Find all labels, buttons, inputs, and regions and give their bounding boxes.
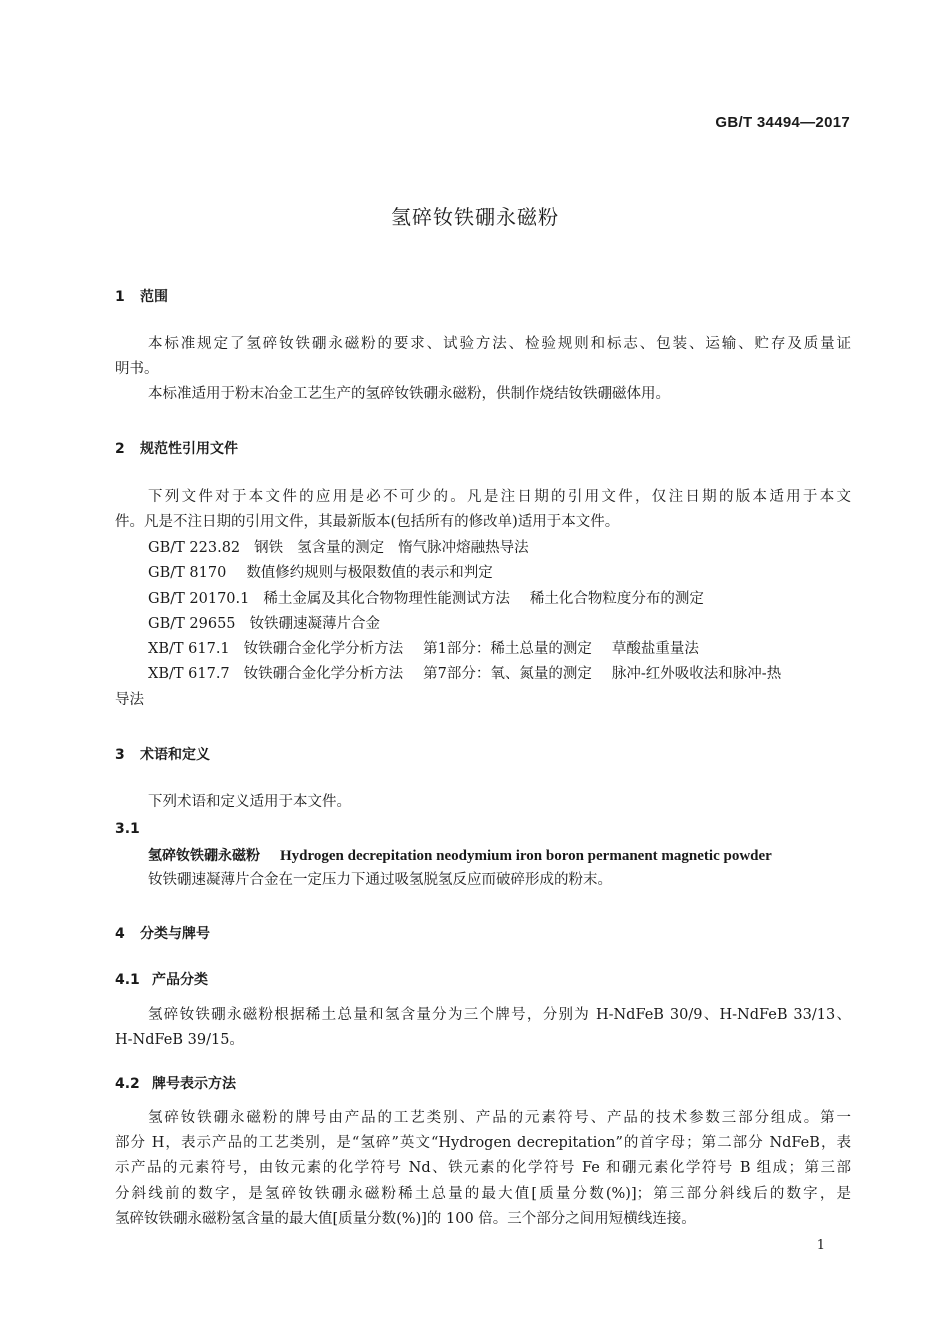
reference-title: 钕铁硼速凝薄片合金 [249, 616, 381, 632]
reference-code: GB/T 223.82 [148, 540, 241, 556]
paragraph-line: H-NdFeB 39/15。 [115, 1032, 244, 1049]
paragraph-line: 示产品的元素符号，由钕元素的化学符号 Nd、铁元素的化学符号 Fe 和硼元素化学符号 B 组成；第三部 [115, 1160, 851, 1177]
paragraph-line: 氢碎钕铁硼永磁粉氢含量的最大值[质量分数(%)]的 100 倍。三个部分之间用短横线连接。 [115, 1210, 696, 1227]
reference-title-part: 氢含量的测定 [297, 540, 385, 556]
section-title: 牌号表示方法 [152, 1076, 236, 1092]
paragraph-line: 部分 H，表示产品的工艺类别，是“氢碎”英文“Hydrogen decrepitation”的首字母；第二部分 NdFeB，表 [115, 1135, 851, 1152]
section-1-heading [115, 286, 168, 306]
paragraph-line: 本标准规定了氢碎钕铁硼永磁粉的要求、试验方法、检验规则和标志、包装、运输、贮存及质量证 [148, 336, 851, 352]
term-chinese: 氢碎钕铁硼永磁粉 [148, 848, 260, 864]
reference-continuation: 导法 [115, 692, 144, 708]
section-number: 4.2 [115, 1076, 140, 1092]
term-english: Hydrogen decrepitation neodymium iron boron permanent magnetic powder [280, 848, 772, 864]
reference-title-part: 第1部分：稀土总量的测定 [423, 641, 592, 657]
section-title: 规范性引用文件 [140, 441, 238, 457]
section-4-1-heading [115, 969, 208, 989]
reference-item [148, 662, 781, 687]
paragraph-line: 下列文件对于本文件的应用是必不可少的。凡是注日期的引用文件，仅注日期的版本适用于本文 [148, 489, 851, 505]
reference-code: XB/T 617.1 [148, 641, 230, 657]
reference-title-part: 惰气脉冲熔融热导法 [398, 540, 529, 556]
reference-item [148, 612, 380, 637]
reference-title: 钕铁硼合金化学分析方法 [243, 641, 404, 657]
reference-title-part: 稀土化合物粒度分布的测定 [529, 591, 704, 607]
section-1-paragraph-1 [115, 332, 851, 408]
reference-item [148, 587, 704, 612]
reference-code: GB/T 8170 [148, 565, 227, 581]
term-number: 3.1 [115, 821, 140, 837]
paragraph-line: 氢碎钕铁硼永磁粉根据稀土总量和氢含量分为三个牌号，分别为 H-NdFeB 30/9、H-NdFeB 33/13、 [148, 1007, 851, 1023]
section-4-heading [115, 923, 210, 943]
page-number: 1 [816, 1238, 825, 1253]
reference-title-part: 草酸盐重量法 [611, 641, 699, 657]
reference-title: 钕铁硼合金化学分析方法 [243, 666, 404, 682]
reference-code: GB/T 20170.1 [148, 591, 250, 607]
reference-item [148, 561, 493, 586]
term-definition: 钕铁硼速凝薄片合金在一定压力下通过吸氢脱氢反应而破碎形成的粉末。 [148, 872, 612, 888]
reference-code: XB/T 617.7 [148, 666, 230, 682]
section-number: 2 [115, 441, 125, 457]
paragraph-line: 本标准适用于粉末冶金工艺生产的氢碎钕铁硼永磁粉，供制作烧结钕铁硼磁体用。 [148, 386, 670, 403]
paragraph-line: 明书。 [115, 361, 159, 378]
section-4-2-heading [115, 1073, 236, 1093]
section-title: 产品分类 [152, 972, 208, 988]
section-number: 4.1 [115, 972, 140, 988]
standard-number: GB/T 34494—2017 [715, 114, 850, 131]
section-4-2-paragraph [115, 1106, 851, 1232]
reference-title: 数值修约规则与极限数值的表示和判定 [246, 565, 493, 581]
section-3-paragraph-1: 下列术语和定义适用于本文件。 [148, 794, 351, 810]
section-number: 4 [115, 926, 125, 942]
section-4-1-paragraph [115, 1003, 851, 1053]
section-title: 分类与牌号 [140, 926, 210, 942]
section-number: 1 [115, 289, 125, 305]
section-title: 范围 [140, 289, 168, 305]
term-entry [148, 845, 772, 865]
document-title: 氢碎钕铁硼永磁粉 [391, 205, 559, 229]
section-title: 术语和定义 [140, 747, 210, 763]
reference-item [148, 536, 529, 561]
section-3-heading [115, 744, 210, 764]
reference-code: GB/T 29655 [148, 616, 236, 632]
reference-title: 钢铁 [254, 540, 284, 556]
paragraph-line: 件。凡是不注日期的引用文件，其最新版本(包括所有的修改单)适用于本文件。 [115, 514, 620, 531]
reference-title-part: 第7部分：氧、氮量的测定 [423, 666, 592, 682]
section-2-heading [115, 438, 238, 458]
reference-item [148, 637, 699, 662]
paragraph-line: 氢碎钕铁硼永磁粉的牌号由产品的工艺类别、产品的元素符号、产品的技术参数三部分组成。第一 [148, 1110, 851, 1126]
section-number: 3 [115, 747, 125, 763]
section-2-paragraph-1 [115, 485, 851, 535]
reference-title-part: 脉冲-红外吸收法和脉冲-热 [611, 666, 782, 682]
reference-title: 稀土金属及其化合物物理性能测试方法 [263, 591, 510, 607]
paragraph-line: 分斜线前的数字，是氢碎钕铁硼永磁粉稀土总量的最大值[质量分数(%)]；第三部分斜线后的数字，是 [115, 1185, 851, 1202]
